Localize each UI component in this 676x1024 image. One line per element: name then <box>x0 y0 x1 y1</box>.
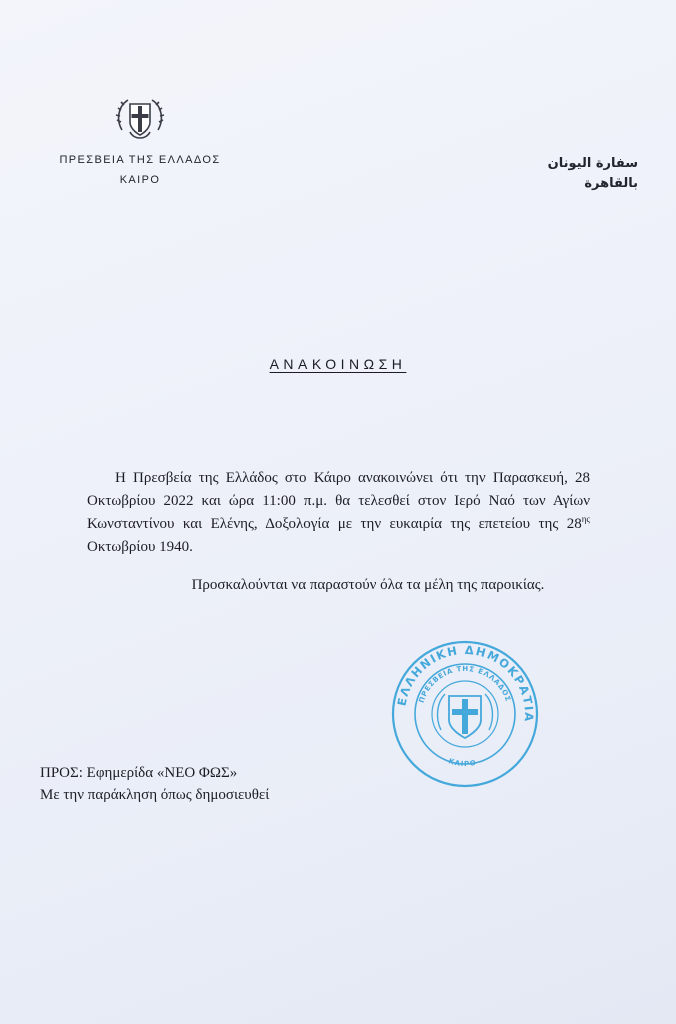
recipient-block <box>40 762 269 806</box>
recipient-line: ΠΡΟΣ: Εφημερίδα «ΝΕΟ ΦΩΣ» <box>40 765 238 781</box>
letterhead-greek <box>40 150 240 190</box>
announcement-title: ΑΝΑΚΟΙΝΩΣΗ <box>269 356 407 372</box>
invitation-text: Προσκαλούνται να παραστούν όλα τα μέλη της παροικίας. <box>191 577 545 593</box>
paragraph-main-text: Η Πρεσβεία της Ελλάδος στο Κάιρο ανακοινώνει ότι την Παρασκευή, 28 Οκτωβρίου 2022 και ώρα 11:00 π.μ. θα τελεσθεί στον Ιερό Ναό των Αγίων Κωνσταντίνου και Ελένης, Δοξολογία με την ευκαιρία της επετείου της 28 <box>87 470 590 532</box>
greek-coat-of-arms-icon <box>112 92 168 148</box>
announcement-paragraph <box>87 467 590 559</box>
svg-text:ΚΑΙΡΟ <box>447 757 477 768</box>
publication-request-line: Με την παράκληση όπως δημοσιευθεί <box>40 787 270 803</box>
city-name-arabic: بالقاهرة <box>584 176 638 191</box>
embassy-stamp <box>389 638 541 790</box>
paragraph-end-text: Οκτωβρίου 1940. <box>87 539 193 555</box>
embassy-name-greek: ΠΡΕΣΒΕΙΑ ΤΗΣ ΕΛΛΑΔΟΣ <box>59 154 221 166</box>
stamp-outer-text: ΕΛΛΗΝΙΚΗ ΔΗΜΟΚΡΑΤΙΑ <box>394 642 537 724</box>
letterhead-arabic <box>498 154 638 194</box>
embassy-name-arabic: سفارة اليونان <box>547 156 638 171</box>
stamp-inner-text: ΠΡΕΣΒΕΙΑ ΤΗΣ ΕΛΛΑΔΟΣ <box>417 664 513 704</box>
stamp-emblem-icon <box>438 694 493 738</box>
stamp-bottom-text: ΚΑΙΡΟ <box>447 757 478 769</box>
svg-text:ΠΡΕΣΒΕΙΑ ΤΗΣ ΕΛΛΑΔΟΣ <box>418 665 513 704</box>
city-name-greek: ΚΑΙΡΟ <box>119 174 161 186</box>
ordinal-suffix: ης <box>581 514 590 524</box>
